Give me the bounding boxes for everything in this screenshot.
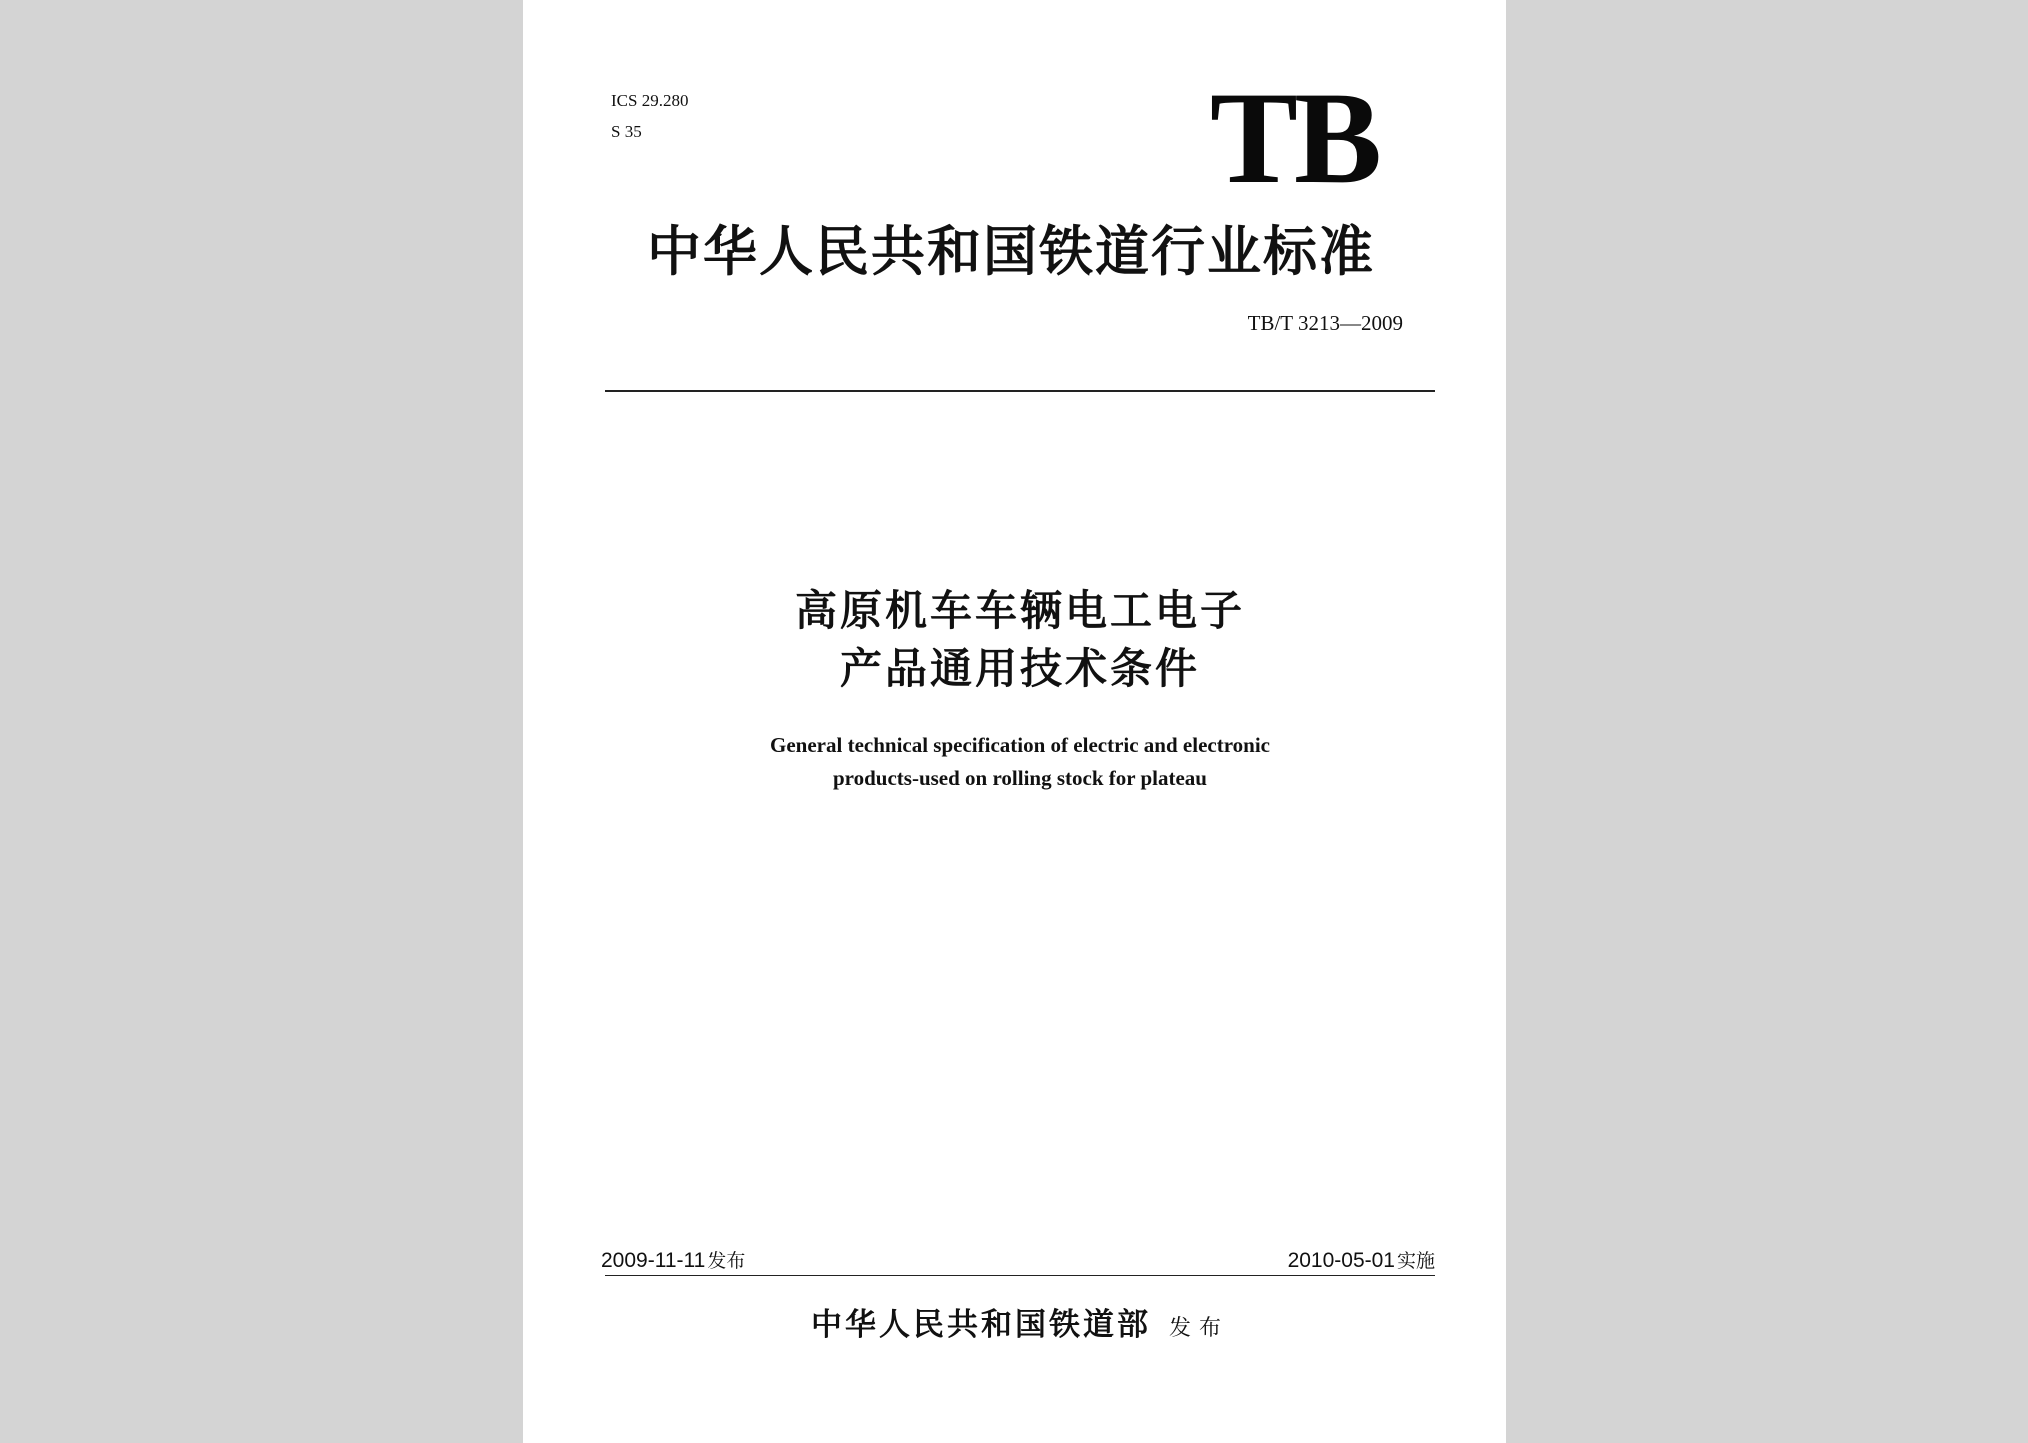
bottom-divider [605,1275,1435,1276]
publisher-line [605,1307,1435,1343]
top-divider [605,390,1435,392]
publisher-name: 中华人民共和国铁道部 [810,1307,1151,1343]
standard-category-title: 中华人民共和国铁道行业标准 [647,219,1375,283]
document-page [523,0,1506,1443]
chinese-title-line-1: 高原机车车辆电工电子 [794,586,1245,635]
ics-code: ICS 29.280 [611,91,689,110]
standard-number: TB/T 3213—2009 [1247,311,1403,335]
issue-date-value: 2009-11-11 [601,1249,706,1272]
issue-date [601,1250,745,1271]
publisher-action: 发布 [1168,1316,1229,1341]
issue-date-label: 发布 [707,1250,746,1272]
english-title-line-2: products-used on rolling stock for plateau [833,766,1207,790]
tb-logo: TB [1209,64,1378,211]
ccs-code: S 35 [611,122,642,141]
implementation-date [1113,1250,1435,1271]
english-title-line-1: General technical specification of electric and electronic [770,733,1270,757]
implementation-date-value: 2010-05-01 [1287,1249,1395,1272]
chinese-title-line-2: 产品通用技术条件 [839,644,1200,693]
implementation-date-label: 实施 [1396,1250,1435,1272]
